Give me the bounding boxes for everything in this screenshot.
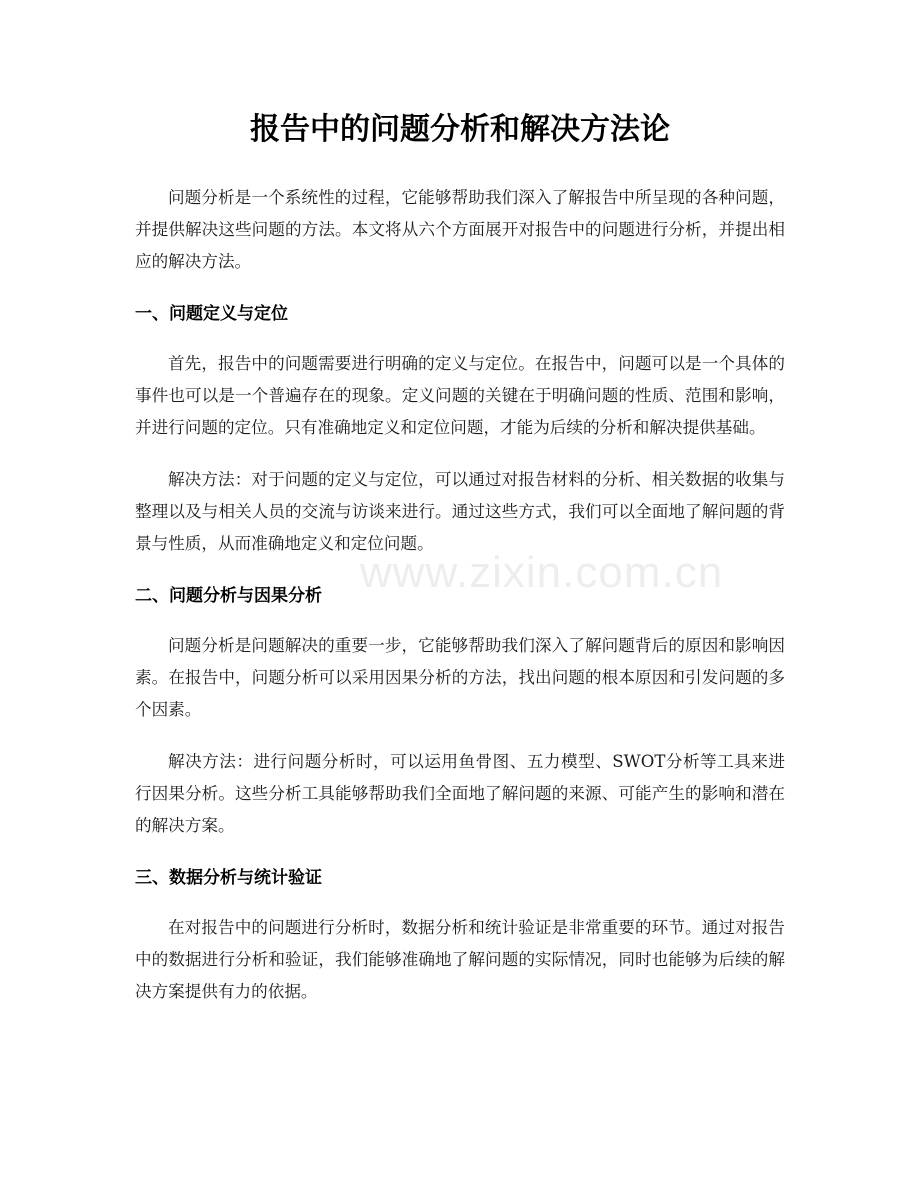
- section-2-paragraph-1: 问题分析是问题解决的重要一步，它能够帮助我们深入了解问题背后的原因和影响因素。在报告中，问题分析可以采用因果分析的方法，找出问题的根本原因和引发问题的多个因素。: [135, 636, 785, 719]
- section-heading-1: 一、问题定义与定位: [135, 304, 288, 324]
- section-1-paragraph-1: 首先，报告中的问题需要进行明确的定义与定位。在报告中，问题可以是一个具体的事件也可以是一个普遍存在的现象。定义问题的关键在于明确问题的性质、范围和影响，并进行问题的定位。只有准确地定义和定位问题，才能为后续的分析和解决提供基础。: [135, 354, 785, 437]
- section-heading-2: 二、问题分析与因果分析: [135, 586, 322, 606]
- section-2-paragraph-2: 解决方法：进行问题分析时，可以运用鱼骨图、五力模型、SWOT分析等工具来进行因果分析。这些分析工具能够帮助我们全面地了解问题的来源、可能产生的影响和潜在的解决方案。: [135, 752, 785, 835]
- watermark: www.zixin.com.cn: [360, 548, 724, 597]
- section-1-paragraph-2: 解决方法：对于问题的定义与定位，可以通过对报告材料的分析、相关数据的收集与整理以及与相关人员的交流与访谈来进行。通过这些方式，我们可以全面地了解问题的背景与性质，从而准确地定义和定位问题。: [135, 470, 785, 553]
- section-3-paragraph-1: 在对报告中的问题进行分析时，数据分析和统计验证是非常重要的环节。通过对报告中的数据进行分析和验证，我们能够准确地了解问题的实际情况，同时也能够为后续的解决方案提供有力的依据。: [135, 918, 785, 1001]
- section-heading-3: 三、数据分析与统计验证: [135, 868, 322, 888]
- document-body: [135, 182, 785, 1028]
- intro-paragraph: 问题分析是一个系统性的过程，它能够帮助我们深入了解报告中所呈现的各种问题，并提供解决这些问题的方法。本文将从六个方面展开对报告中的问题进行分析，并提出相应的解决方法。: [135, 188, 785, 271]
- document-title: 报告中的问题分析和解决方法论: [250, 112, 670, 147]
